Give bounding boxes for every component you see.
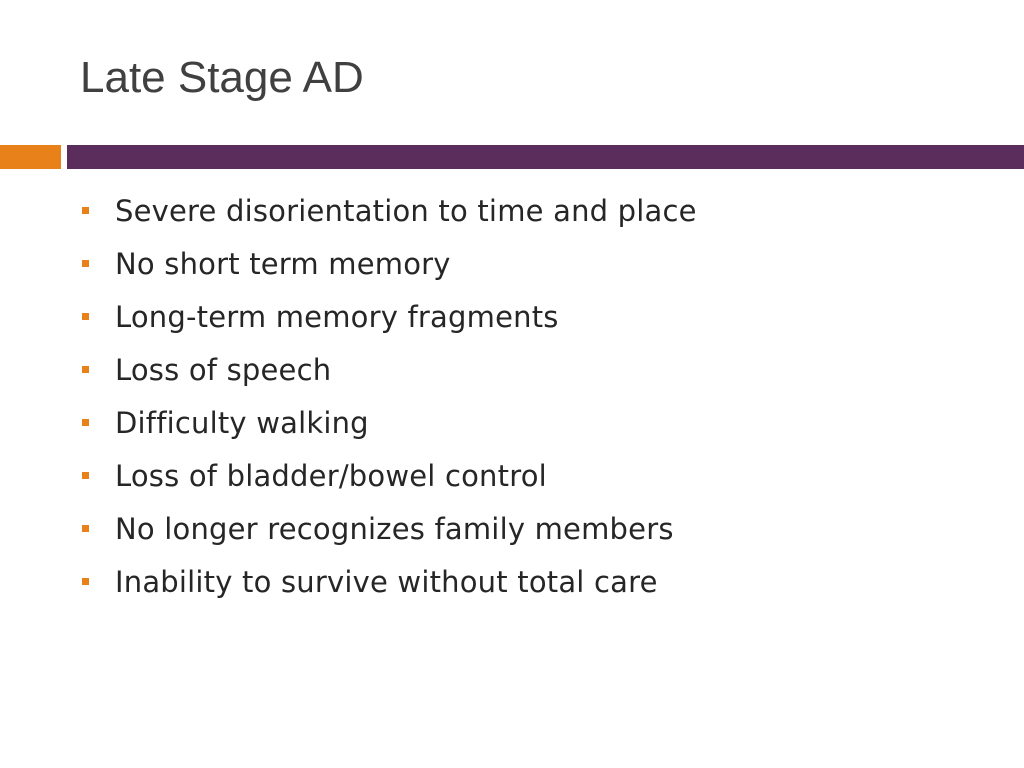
list-item <box>80 555 697 608</box>
bullet-text: Loss of speech <box>115 352 332 387</box>
square-bullet-icon <box>82 419 89 426</box>
square-bullet-icon <box>82 578 89 585</box>
bullet-list <box>80 184 697 608</box>
square-bullet-icon <box>82 366 89 373</box>
accent-bar <box>0 145 61 169</box>
title-divider-bar <box>67 145 1024 169</box>
list-item <box>80 449 697 502</box>
bullet-text: No short term memory <box>115 246 451 281</box>
bullet-text: Long-term memory fragments <box>115 299 559 334</box>
list-item <box>80 290 697 343</box>
list-item <box>80 343 697 396</box>
bullet-text: Severe disorientation to time and place <box>115 193 697 228</box>
list-item <box>80 396 697 449</box>
bullet-text: Inability to survive without total care <box>115 564 658 599</box>
square-bullet-icon <box>82 313 89 320</box>
bullet-text: Difficulty walking <box>115 405 369 440</box>
bullet-text: Loss of bladder/bowel control <box>115 458 547 493</box>
square-bullet-icon <box>82 525 89 532</box>
square-bullet-icon <box>82 207 89 214</box>
list-item <box>80 502 697 555</box>
square-bullet-icon <box>82 472 89 479</box>
slide-title: Late Stage AD <box>80 53 364 102</box>
list-item <box>80 237 697 290</box>
square-bullet-icon <box>82 260 89 267</box>
list-item <box>80 184 697 237</box>
bullet-text: No longer recognizes family members <box>115 511 674 546</box>
